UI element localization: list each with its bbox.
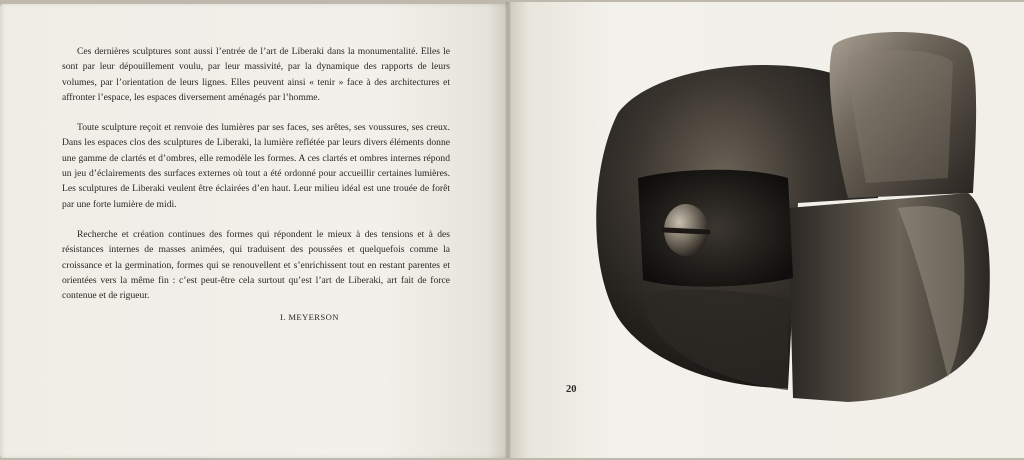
paragraph-1: Ces dernières sculptures sont aussi l’entrée de l’art de Liberaki dans la monumentalité. Elles le sont par leur dépouillement voulu, par leur massivité, par la dynamique des rapports de leurs volumes, par l’orientation de leurs lignes. Elles peuvent ainsi « tenir » face à des architectures et affronter l’espace, les espaces diversement aménagés par l’homme. [62, 46, 450, 103]
sculpture-cavity [638, 170, 793, 287]
sculpture-photo [548, 18, 1018, 410]
author-signature: I. MEYERSON [280, 312, 339, 322]
paragraph-3: Recherche et création continues des formes qui répondent le mieux à des tensions et à des résistances internes de masses animées, qui traduisent des poussées et quelquefois comme la croissance et la germination, formes qui se renouvellent et s’enrichissent tout en restant parentes et orientées vers la même fin : c’est peut-être cela surtout qu’est l’art de Liberaki, art fait de force contenue et de rigueur. [62, 228, 450, 302]
sculpture-hood-shadow [848, 50, 953, 183]
essay-text [62, 44, 450, 318]
page-number: 20 [566, 384, 577, 395]
sculpture-knob-slot [664, 230, 708, 232]
left-page [0, 4, 508, 458]
paragraph-2: Toute sculpture reçoit et renvoie des lumières par ses faces, ses arêtes, ses voussures, ses creux. Dans les espaces clos des sculptures de Liberaki, la lumière reflétée par leurs divers éléments donne une gamme de clartés et d’ombres, elle remodèle les formes. A ces clartés et ombres internes répond un jeu d’éclairements des surfaces externes où tout a été ordonné pour accueillir certaines lumières. Les sculptures de Liberaki veulent être éclairées d’en haut. Leur milieu idéal est une trouée de forêt par une forte lumière de midi. [62, 122, 450, 210]
book-gutter [505, 2, 511, 458]
